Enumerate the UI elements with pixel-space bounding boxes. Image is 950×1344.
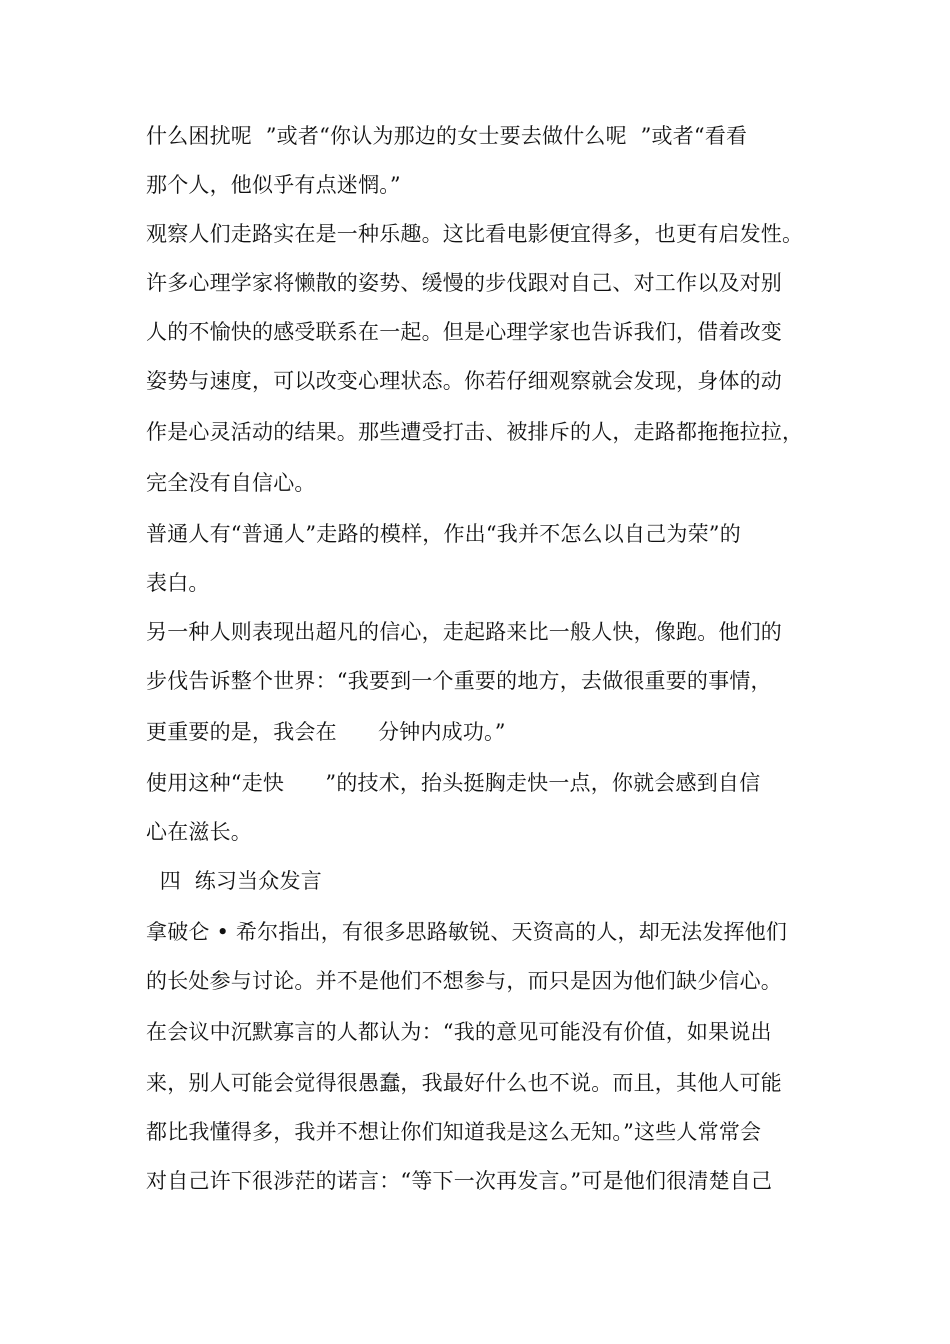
text-line: 另一种人则表现出超凡的信心，走起路来比一般人快，像跑。他们的 xyxy=(146,620,782,644)
text-line: 姿势与速度，可以改变心理状态。你若仔细观察就会发现，身体的动 xyxy=(146,369,782,393)
text-line: 在会议中沉默寡言的人都认为：“我的意见可能没有价值，如果说出 xyxy=(146,1020,772,1044)
text-line: 步伐告诉整个世界：“我要到一个重要的地方，去做很重要的事情， xyxy=(146,669,772,693)
text-line: 普通人有“普通人”走路的模样，作出“我并不怎么以自己为荣”的 xyxy=(146,522,741,546)
text-line: 的长处参与讨论。并不是他们不想参与，而只是因为他们缺少信心。 xyxy=(146,969,782,993)
text-line: 人的不愉快的感受联系在一起。但是心理学家也告诉我们，借着改变 xyxy=(146,320,782,344)
text-line: 来，别人可能会觉得很愚蠢，我最好什么也不说。而且，其他人可能 xyxy=(146,1071,782,1095)
text-line: 许多心理学家将懒散的姿势、缓慢的步伐跟对自己、对工作以及对别 xyxy=(146,271,782,295)
text-line: 都比我懂得多，我并不想让你们知道我是这么无知。”这些人常常会 xyxy=(146,1120,762,1144)
text-line: 对自己许下很涉茫的诺言：“等下一次再发言。”可是他们很清楚自己 xyxy=(146,1169,773,1193)
text-line: 观察人们走路实在是一种乐趣。这比看电影便宜得多，也更有启发性。 xyxy=(146,222,804,246)
text-line: 作是心灵活动的结果。那些遭受打击、被排斥的人，走路都拖拖拉拉， xyxy=(146,420,804,444)
text-line: 表白。 xyxy=(146,571,210,595)
text-line: 那个人，他似乎有点迷惘。” xyxy=(146,173,401,197)
section-heading: 四 练习当众发言 xyxy=(146,869,322,893)
text-line: 心在滋长。 xyxy=(146,820,252,844)
text-line: 拿破仑 • 希尔指出，有很多思路敏锐、天资高的人，却无法发挥他们 xyxy=(146,920,788,944)
text-line: 什么困扰呢 ”或者“你认为那边的女士要去做什么呢 ”或者“看看 xyxy=(146,124,748,148)
text-line: 完全没有自信心。 xyxy=(146,471,316,495)
text-line: 更重要的是，我会在 分钟内成功。” xyxy=(146,720,506,744)
text-line: 使用这种“走快 ”的技术，抬头挺胸走快一点，你就会感到自信 xyxy=(146,771,761,795)
